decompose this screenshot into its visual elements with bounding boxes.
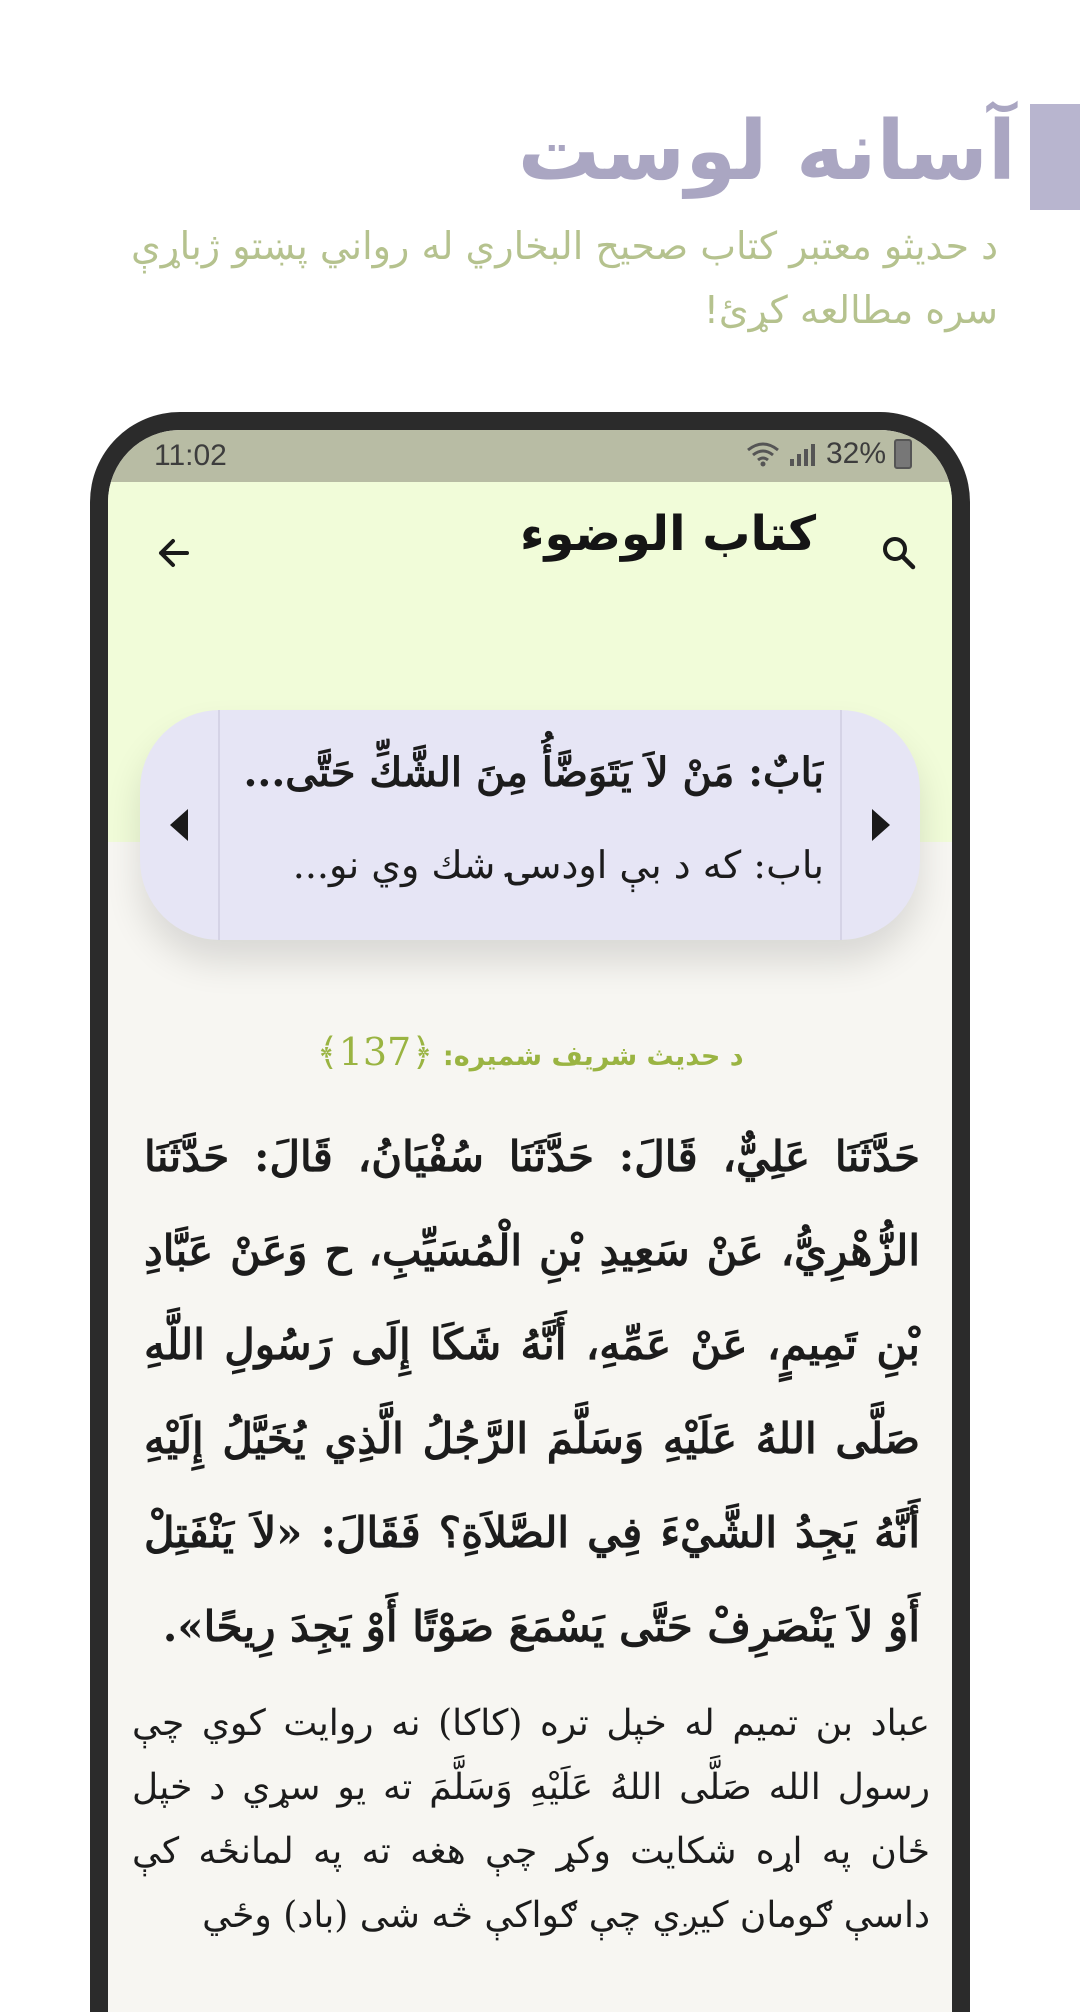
status-icons <box>746 437 912 471</box>
hadith-pashto-translation: عباد بن تميم له خپل تره (كاكا) نه روايت كوي چې رسول الله صَلَّى اللهُ عَلَيْهِ وَسَلَّمَ ته يو سړي د خپل ځان په اړه شكايت وكړ چې هغه ته په لمانځه كې داسې ګومان كيږي چې ګواكې څه شى (باد) وځي <box>132 1703 930 1936</box>
caret-left-icon <box>168 807 190 843</box>
hadith-number-row <box>108 1030 952 1074</box>
battery-icon <box>894 439 912 469</box>
chapter-selector <box>140 710 920 940</box>
card-divider <box>218 710 220 940</box>
arrow-left-icon <box>153 533 193 573</box>
signal-icon <box>788 441 818 467</box>
chapter-title-pashto: باب: كه د بې اودسۍ شك وي نو... <box>292 843 824 887</box>
next-chapter-button[interactable] <box>842 710 920 940</box>
battery-percent: 32% <box>825 437 886 470</box>
promo-accent-bar <box>1030 104 1080 210</box>
phone-frame <box>90 412 970 2012</box>
hadith-arabic-text: حَدَّثَنَا عَلِيٌّ، قَالَ: حَدَّثَنَا سُفْيَانُ، قَالَ: حَدَّثَنَا الزُّهْرِيُّ، عَنْ سَعِيدِ بْنِ الْمُسَيِّبِ، ح وَعَنْ عَبَّادِ بْنِ تَمِيمٍ، عَنْ عَمِّهِ، أَنَّهُ شَكَا إِلَى رَسُولِ اللَّهِ صَلَّى اللهُ عَلَيْهِ وَسَلَّمَ الرَّجُلُ الَّذِي يُخَيَّلُ إِلَيْهِ أَنَّهُ يَجِدُ الشَّيْءَ فِي الصَّلاَةِ؟ فَقَالَ: «لاَ يَنْفَتِلْ أَوْ لاَ يَنْصَرِفْ حَتَّى يَسْمَعَ صَوْتًا أَوْ يَجِدَ رِيحًا». <box>144 1132 920 1651</box>
hadith-number-label: د حدیث شریف شمیره: <box>442 1041 744 1072</box>
search-button[interactable] <box>864 518 934 588</box>
phone-screen <box>108 430 952 2012</box>
caret-right-icon <box>870 807 892 843</box>
promo-subtitle: د حدیثو معتبر کتاب صحيح البخاري له رواني پښتو ژباړې سره مطالعه کړئ! <box>130 224 998 332</box>
previous-chapter-button[interactable] <box>140 710 218 940</box>
status-time: 11:02 <box>154 439 227 472</box>
search-icon <box>879 533 919 573</box>
hadith-number: ﴿137﴾ <box>316 1030 434 1074</box>
chapter-title-arabic: بَابٌ: مَنْ لاَ يَتَوَضَّأُ مِنَ الشَّكِّ حَتَّى... <box>243 749 824 796</box>
app-title: كتاب الوضوء <box>519 506 816 562</box>
promo-title: آسانه لوست <box>517 104 1016 199</box>
back-button[interactable] <box>138 518 208 588</box>
wifi-icon <box>746 441 780 467</box>
status-bar <box>108 430 952 482</box>
